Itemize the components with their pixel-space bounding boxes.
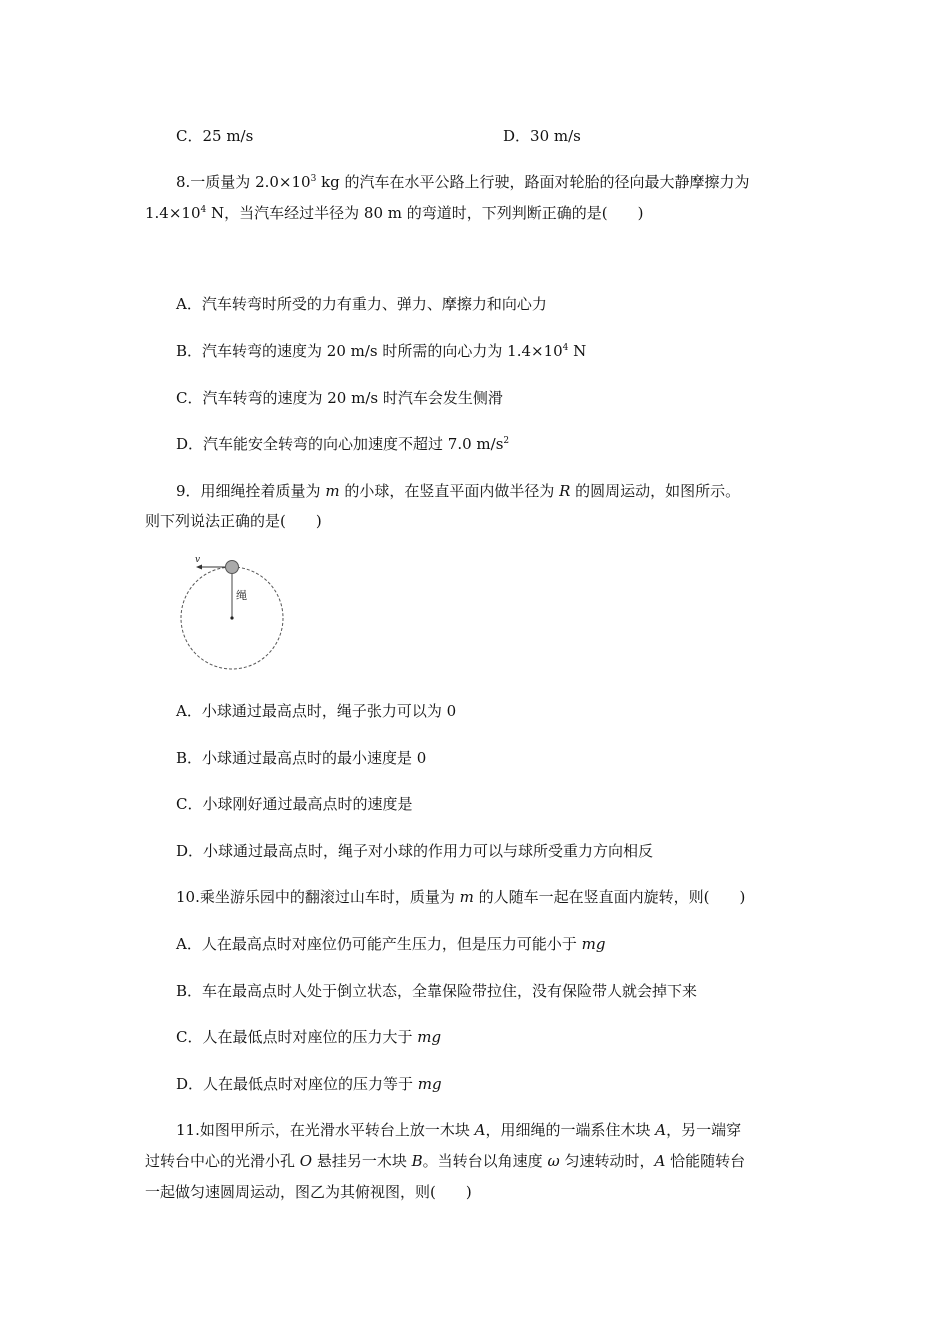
q11-stem-line1: 11.如图甲所示，在光滑水平转台上放一木块 A，用细绳的一端系住木块 A，另一端穿 [176, 1121, 742, 1139]
q7-option-c: C．25 m/s [176, 127, 254, 145]
velocity-arrowhead [196, 565, 202, 570]
q8-option-c: C．汽车转弯的速度为 20 m/s 时汽车会发生侧滑 [176, 389, 503, 407]
velocity-label: v [195, 555, 201, 565]
rope-label: 绳 [236, 589, 247, 602]
q8-option-d: D．汽车能安全转弯的向心加速度不超过 7.0 $m/s^2$ [176, 435, 510, 453]
q8-stem-line2: $1.4\times 10^4$ N，当汽车经过半径为 80 m 的弯道时，下列判断正确的是( ) [145, 204, 644, 222]
q10-option-c: C．人在最低点时对座位的压力大于 mg [176, 1028, 442, 1046]
ball [226, 561, 239, 574]
q8-stem-line1: 8.一质量为 $2.0\times 10^3$ kg 的汽车在水平公路上行驶，路面对轮胎的径向最大静摩擦力为 [176, 173, 750, 191]
q9-stem-line2: 则下列说法正确的是( ) [145, 512, 322, 530]
q9-stem-line1: 9．用细绳拴着质量为 m 的小球，在竖直平面内做半径为 R 的圆周运动，如图所示。 [176, 482, 741, 500]
q9-option-d: D．小球通过最高点时，绳子对小球的作用力可以与球所受重力方向相反 [176, 842, 654, 860]
q8-option-b: B．汽车转弯的速度为 20 m/s 时所需的向心力为 $1.4\times 10^4$ N [176, 342, 587, 360]
q9-option-a: A．小球通过最高点时，绳子张力可以为 0 [176, 702, 457, 720]
q7-option-d: D．30 m/s [503, 127, 581, 145]
q9-circle-figure [176, 552, 296, 676]
q10-option-d: D．人在最低点时对座位的压力等于 mg [176, 1075, 442, 1093]
q11-stem-line3: 一起做匀速圆周运动，图乙为其俯视图，则( ) [145, 1183, 472, 1201]
q8-option-a: A．汽车转弯时所受的力有重力、弹力、摩擦力和向心力 [176, 295, 547, 313]
q10-option-a: A．人在最高点时对座位仍可能产生压力，但是压力可能小于 mg [176, 935, 606, 953]
center-point [230, 616, 233, 619]
q9-option-b: B．小球通过最高点时的最小速度是 0 [176, 749, 427, 767]
q11-stem-line2: 过转台中心的光滑小孔 O 悬挂另一木块 B。当转台以角速度 ω 匀速转动时，A 恰能随转台 [145, 1152, 746, 1170]
q9-option-c: C．小球刚好通过最高点时的速度是 [176, 795, 413, 813]
q10-option-b: B．车在最高点时人处于倒立状态，全靠保险带拉住，没有保险带人就会掉下来 [176, 982, 698, 1000]
q10-stem: 10.乘坐游乐园中的翻滚过山车时，质量为 m 的人随车一起在竖直面内旋转，则( ) [176, 888, 746, 906]
